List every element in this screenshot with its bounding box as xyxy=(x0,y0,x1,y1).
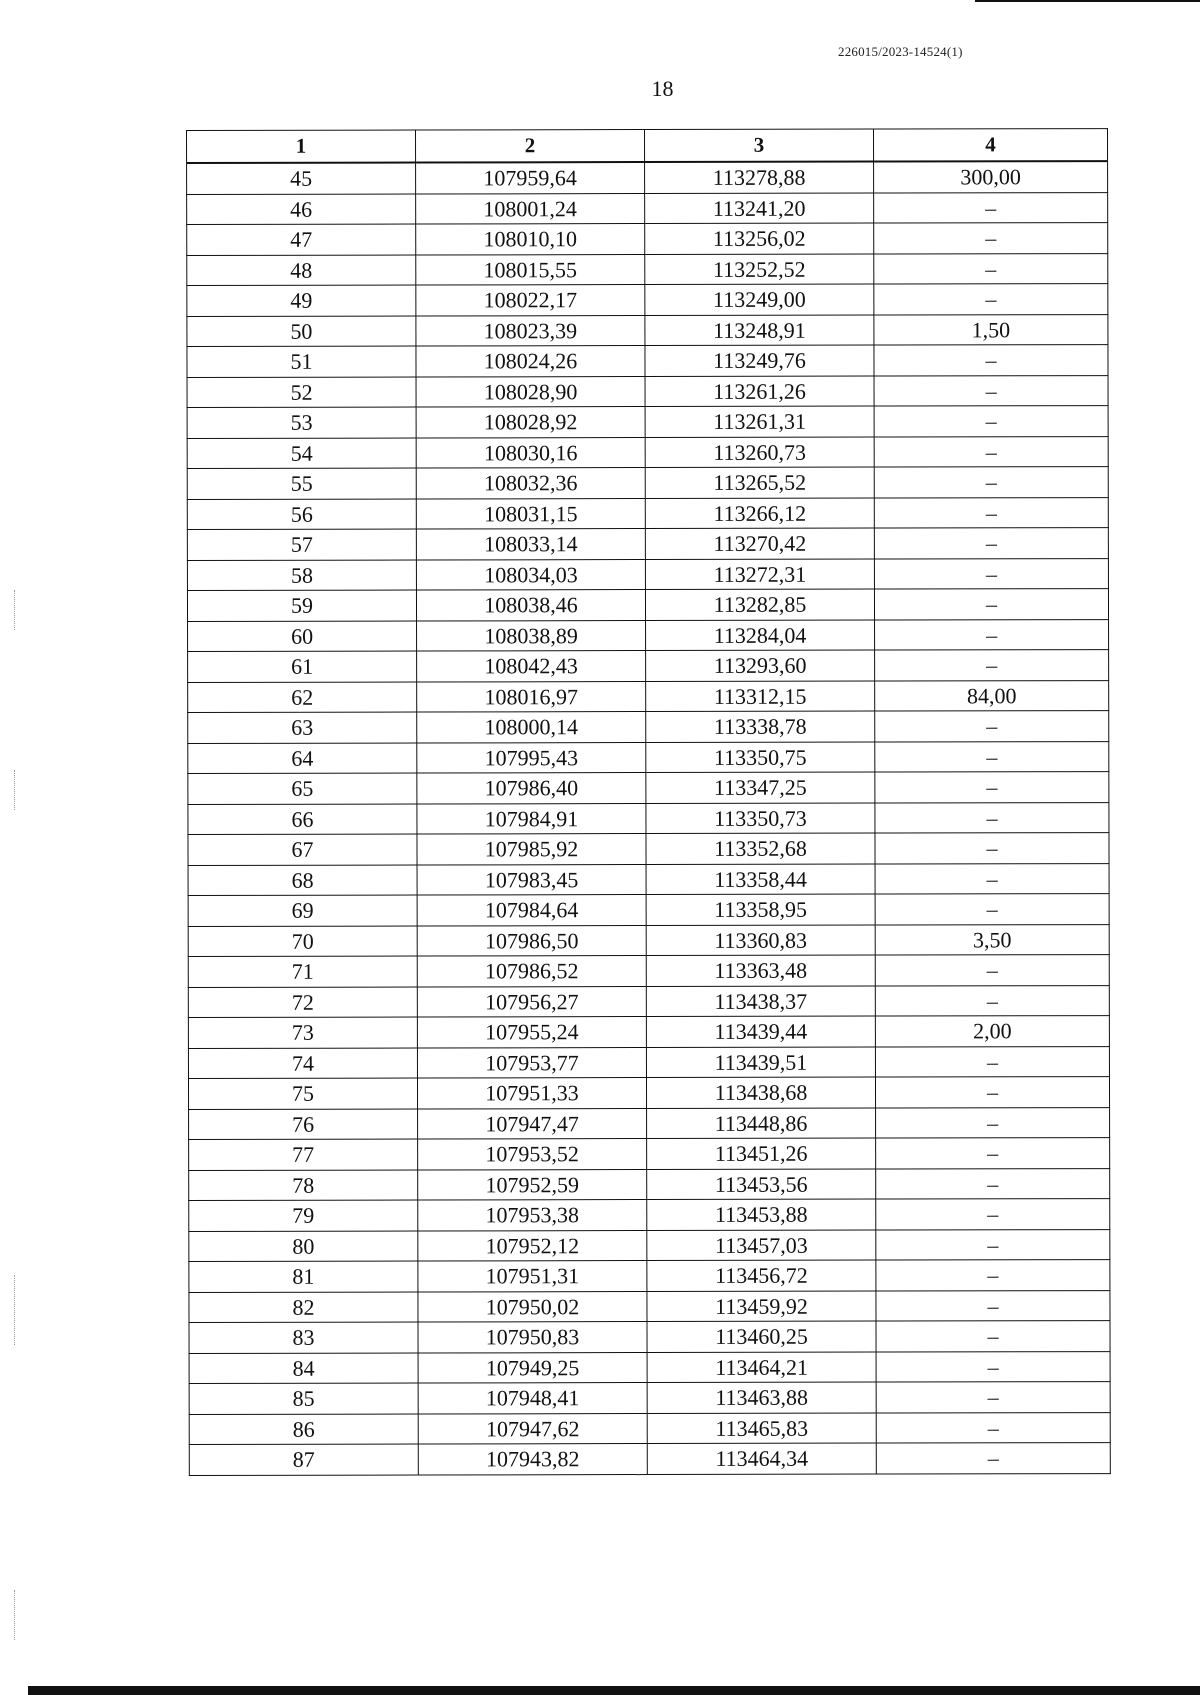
table-cell: 50 xyxy=(187,316,416,347)
table-cell: – xyxy=(875,741,1109,772)
table-cell: – xyxy=(874,497,1108,528)
table-cell: 107995,43 xyxy=(417,742,646,773)
table-cell: 62 xyxy=(188,682,417,713)
table-row xyxy=(188,772,1109,804)
table-cell: 113265,52 xyxy=(645,467,874,498)
table-cell: 46 xyxy=(187,194,416,225)
table-cell: 113249,76 xyxy=(645,345,874,376)
table-cell: 113358,44 xyxy=(646,864,875,895)
table-cell: – xyxy=(876,1199,1110,1230)
table-row xyxy=(189,1229,1110,1261)
table-cell: 113460,25 xyxy=(647,1321,876,1352)
table-cell: 107947,47 xyxy=(418,1108,647,1139)
table-cell: – xyxy=(874,253,1108,284)
table-cell: 82 xyxy=(189,1292,418,1323)
table-cell: 113278,88 xyxy=(645,162,874,193)
table-cell: 113272,31 xyxy=(645,559,874,590)
table-cell: 107952,12 xyxy=(418,1230,647,1261)
table-cell: 113459,92 xyxy=(647,1291,876,1322)
table-header-row xyxy=(187,129,1108,163)
table-cell: 113448,86 xyxy=(647,1108,876,1139)
table-cell: 107986,40 xyxy=(417,773,646,804)
table-cell: 45 xyxy=(187,163,416,194)
table-body xyxy=(187,161,1111,1475)
table-cell: 73 xyxy=(188,1017,417,1048)
table-cell: 58 xyxy=(187,560,416,591)
table-cell: 107952,59 xyxy=(418,1169,647,1200)
table-cell: – xyxy=(874,406,1108,437)
table-cell: 54 xyxy=(187,438,416,469)
table-row xyxy=(188,1016,1109,1048)
table-cell: 108038,89 xyxy=(417,620,646,651)
table-cell: – xyxy=(874,192,1108,223)
table-cell: 113284,04 xyxy=(646,620,875,651)
table-row xyxy=(188,650,1109,682)
table-row xyxy=(188,711,1109,743)
table-cell: – xyxy=(875,955,1109,986)
table-cell: 107951,33 xyxy=(417,1078,646,1109)
table-cell: – xyxy=(874,436,1108,467)
table-cell: 85 xyxy=(189,1383,418,1414)
table-cell: 300,00 xyxy=(874,161,1108,192)
column-header: 2 xyxy=(416,130,645,163)
page-number: 18 xyxy=(651,76,674,101)
table-cell: – xyxy=(876,1290,1110,1321)
table-cell: 78 xyxy=(189,1170,418,1201)
table-cell: 81 xyxy=(189,1261,418,1292)
table-cell: 107986,52 xyxy=(417,956,646,987)
table-cell: 107950,83 xyxy=(418,1322,647,1353)
table-cell: 113439,44 xyxy=(646,1016,875,1047)
table-cell: 108022,17 xyxy=(416,285,645,316)
table-cell: 108001,24 xyxy=(416,193,645,224)
table-cell: 113358,95 xyxy=(646,894,875,925)
table-cell: 113465,83 xyxy=(647,1413,876,1444)
table-cell: 107950,02 xyxy=(418,1291,647,1322)
table-cell: 113453,56 xyxy=(647,1169,876,1200)
table-row xyxy=(189,1260,1110,1292)
table-cell: 66 xyxy=(188,804,417,835)
table-cell: 113260,73 xyxy=(645,437,874,468)
table-cell: 108024,26 xyxy=(416,346,645,377)
margin-scan-marks xyxy=(14,590,17,630)
table-cell: 108015,55 xyxy=(416,254,645,285)
table-cell: 113363,48 xyxy=(646,955,875,986)
table-cell: – xyxy=(876,1260,1110,1291)
table-cell: 107951,31 xyxy=(418,1261,647,1292)
table-cell: – xyxy=(876,1412,1110,1443)
table-cell: 70 xyxy=(188,926,417,957)
table-cell: 113463,88 xyxy=(647,1382,876,1413)
top-edge-rule xyxy=(975,0,1200,2)
table-cell: 79 xyxy=(189,1200,418,1231)
table-cell: 2,00 xyxy=(875,1016,1109,1047)
table-row xyxy=(187,528,1108,560)
table-row xyxy=(187,314,1108,346)
table-cell: 113266,12 xyxy=(645,498,874,529)
table-cell: 107984,91 xyxy=(417,803,646,834)
table-row xyxy=(187,497,1108,529)
table-row xyxy=(187,345,1108,377)
table-cell: – xyxy=(876,1443,1110,1474)
table-cell: 107984,64 xyxy=(417,895,646,926)
table-cell: 113457,03 xyxy=(647,1230,876,1261)
table-row xyxy=(189,1138,1110,1170)
table-cell: 69 xyxy=(188,895,417,926)
table-cell: 61 xyxy=(188,651,417,682)
coordinates-table xyxy=(186,128,1111,1475)
column-header: 4 xyxy=(873,129,1107,162)
table-cell: – xyxy=(876,1107,1110,1138)
table-cell: – xyxy=(874,589,1108,620)
table-cell: 71 xyxy=(188,956,417,987)
table-row xyxy=(188,1046,1109,1078)
table-row xyxy=(188,985,1109,1017)
table-cell: 77 xyxy=(189,1139,418,1170)
table-cell: 108042,43 xyxy=(417,651,646,682)
table-cell: 108028,90 xyxy=(416,376,645,407)
table-cell: 113312,15 xyxy=(646,681,875,712)
table-cell: 113453,88 xyxy=(647,1199,876,1230)
table-cell: 107986,50 xyxy=(417,925,646,956)
table-cell: 107956,27 xyxy=(417,986,646,1017)
table-cell: 49 xyxy=(187,285,416,316)
table-cell: 83 xyxy=(189,1322,418,1353)
table-cell: – xyxy=(874,528,1108,559)
table-cell: 113293,60 xyxy=(646,650,875,681)
table-cell: 53 xyxy=(187,407,416,438)
table-row xyxy=(188,802,1109,834)
table-cell: 108031,15 xyxy=(416,498,645,529)
table-row xyxy=(189,1321,1110,1353)
table-row xyxy=(189,1199,1110,1231)
table-cell: – xyxy=(874,223,1108,254)
table-cell: – xyxy=(875,894,1109,925)
table-cell: 113270,42 xyxy=(645,528,874,559)
table-cell: 51 xyxy=(187,346,416,377)
table-cell: 113261,31 xyxy=(645,406,874,437)
table-cell: 84 xyxy=(189,1353,418,1384)
table-row xyxy=(187,467,1108,499)
table-cell: 113261,26 xyxy=(645,376,874,407)
table-row xyxy=(189,1443,1110,1475)
table-row xyxy=(188,955,1109,987)
table-cell: 107985,92 xyxy=(417,834,646,865)
table-cell: 57 xyxy=(187,529,416,560)
table-cell: – xyxy=(875,772,1109,803)
table-cell: 108010,10 xyxy=(416,224,645,255)
table-cell: 113438,37 xyxy=(646,986,875,1017)
margin-scan-marks xyxy=(14,770,17,810)
table-row xyxy=(188,741,1109,773)
table-cell: – xyxy=(876,1168,1110,1199)
document-id: 226015/2023-14524(1) xyxy=(838,44,963,59)
table-cell: 113451,26 xyxy=(647,1138,876,1169)
table-cell: 107943,82 xyxy=(418,1444,647,1475)
table-cell: – xyxy=(876,1229,1110,1260)
table-row xyxy=(188,863,1109,895)
table-cell: 113252,52 xyxy=(645,254,874,285)
table-row xyxy=(188,1077,1109,1109)
table-cell: – xyxy=(874,375,1108,406)
table-cell: 84,00 xyxy=(875,680,1109,711)
table-cell: 56 xyxy=(187,499,416,530)
table-cell: 113456,72 xyxy=(647,1260,876,1291)
table-row xyxy=(189,1382,1110,1414)
table-cell: 113256,02 xyxy=(645,223,874,254)
table-cell: 108034,03 xyxy=(416,559,645,590)
table-cell: 107983,45 xyxy=(417,864,646,895)
table-row xyxy=(188,894,1109,926)
table-row xyxy=(187,375,1108,407)
table-cell: 3,50 xyxy=(875,924,1109,955)
table-cell: 48 xyxy=(187,255,416,286)
table-cell: 72 xyxy=(188,987,417,1018)
table-cell: 113438,68 xyxy=(646,1077,875,1108)
table-cell: 108033,14 xyxy=(416,529,645,560)
table-cell: – xyxy=(876,1321,1110,1352)
table-row xyxy=(187,253,1108,285)
table-cell: 87 xyxy=(189,1444,418,1475)
table-cell: – xyxy=(875,985,1109,1016)
table-cell: – xyxy=(875,1077,1109,1108)
table-cell: 86 xyxy=(189,1414,418,1445)
table-cell: 107959,64 xyxy=(416,162,645,193)
table-cell: 108000,14 xyxy=(417,712,646,743)
table-row xyxy=(187,406,1108,438)
table-cell: 60 xyxy=(188,621,417,652)
table-cell: – xyxy=(876,1351,1110,1382)
table-cell: 74 xyxy=(188,1048,417,1079)
table-row xyxy=(188,680,1109,712)
table-cell: 107948,41 xyxy=(418,1383,647,1414)
table-row xyxy=(187,284,1108,316)
table-cell: 59 xyxy=(187,590,416,621)
table-cell: – xyxy=(875,802,1109,833)
table-cell: 113282,85 xyxy=(645,589,874,620)
table-cell: 113248,91 xyxy=(645,315,874,346)
table-cell: 64 xyxy=(188,743,417,774)
table-cell: 108016,97 xyxy=(417,681,646,712)
table-cell: 113360,83 xyxy=(646,925,875,956)
table-cell: 108030,16 xyxy=(416,437,645,468)
table-row xyxy=(187,192,1108,224)
table-row xyxy=(187,589,1108,621)
table-cell: 108028,92 xyxy=(416,407,645,438)
table-cell: – xyxy=(876,1138,1110,1169)
table-cell: 113347,25 xyxy=(646,772,875,803)
table-cell: – xyxy=(874,284,1108,315)
table-cell: 107955,24 xyxy=(417,1017,646,1048)
table-cell: 113241,20 xyxy=(645,193,874,224)
table-cell: 75 xyxy=(188,1078,417,1109)
bottom-edge-bar xyxy=(28,1686,1200,1695)
table-cell: 113350,73 xyxy=(646,803,875,834)
column-header: 1 xyxy=(187,130,416,163)
table-cell: – xyxy=(875,1046,1109,1077)
table-cell: 107953,52 xyxy=(418,1139,647,1170)
table-cell: 113350,75 xyxy=(646,742,875,773)
table-cell: 76 xyxy=(189,1109,418,1140)
table-cell: 108038,46 xyxy=(416,590,645,621)
table-cell: 107947,62 xyxy=(418,1413,647,1444)
table-row xyxy=(189,1290,1110,1322)
table-cell: 65 xyxy=(188,773,417,804)
margin-scan-marks xyxy=(14,1590,17,1640)
table-row xyxy=(189,1107,1110,1139)
table-cell: – xyxy=(874,345,1108,376)
table-cell: 68 xyxy=(188,865,417,896)
table-row xyxy=(189,1412,1110,1444)
table-row xyxy=(188,619,1109,651)
table-row xyxy=(189,1351,1110,1383)
table-cell: 107953,77 xyxy=(417,1047,646,1078)
table-row xyxy=(188,833,1109,865)
table-row xyxy=(187,223,1108,255)
table-cell: 113249,00 xyxy=(645,284,874,315)
table-cell: – xyxy=(875,863,1109,894)
table-cell: – xyxy=(876,1382,1110,1413)
table-cell: – xyxy=(875,833,1109,864)
table-cell: 113338,78 xyxy=(646,711,875,742)
table-cell: – xyxy=(874,558,1108,589)
table-cell: 63 xyxy=(188,712,417,743)
table-cell: 67 xyxy=(188,834,417,865)
table-row xyxy=(189,1168,1110,1200)
table-cell: 52 xyxy=(187,377,416,408)
table-cell: 107949,25 xyxy=(418,1352,647,1383)
table-cell: – xyxy=(875,619,1109,650)
table-cell: 80 xyxy=(189,1231,418,1262)
table-cell: 113352,68 xyxy=(646,833,875,864)
table-cell: 108023,39 xyxy=(416,315,645,346)
table-cell: 47 xyxy=(187,224,416,255)
table-cell: 113464,21 xyxy=(647,1352,876,1383)
table-row xyxy=(188,924,1109,956)
table-cell: 113464,34 xyxy=(647,1443,876,1474)
table-cell: 107953,38 xyxy=(418,1200,647,1231)
table-row xyxy=(187,558,1108,590)
table-cell: 55 xyxy=(187,468,416,499)
table-row xyxy=(187,161,1108,194)
margin-scan-marks xyxy=(14,1275,17,1345)
table-cell: 108032,36 xyxy=(416,468,645,499)
table-cell: – xyxy=(875,711,1109,742)
table-cell: 1,50 xyxy=(874,314,1108,345)
table-row xyxy=(187,436,1108,468)
table-cell: – xyxy=(874,467,1108,498)
table-cell: 113439,51 xyxy=(646,1047,875,1078)
column-header: 3 xyxy=(645,129,874,162)
table-cell: – xyxy=(875,650,1109,681)
